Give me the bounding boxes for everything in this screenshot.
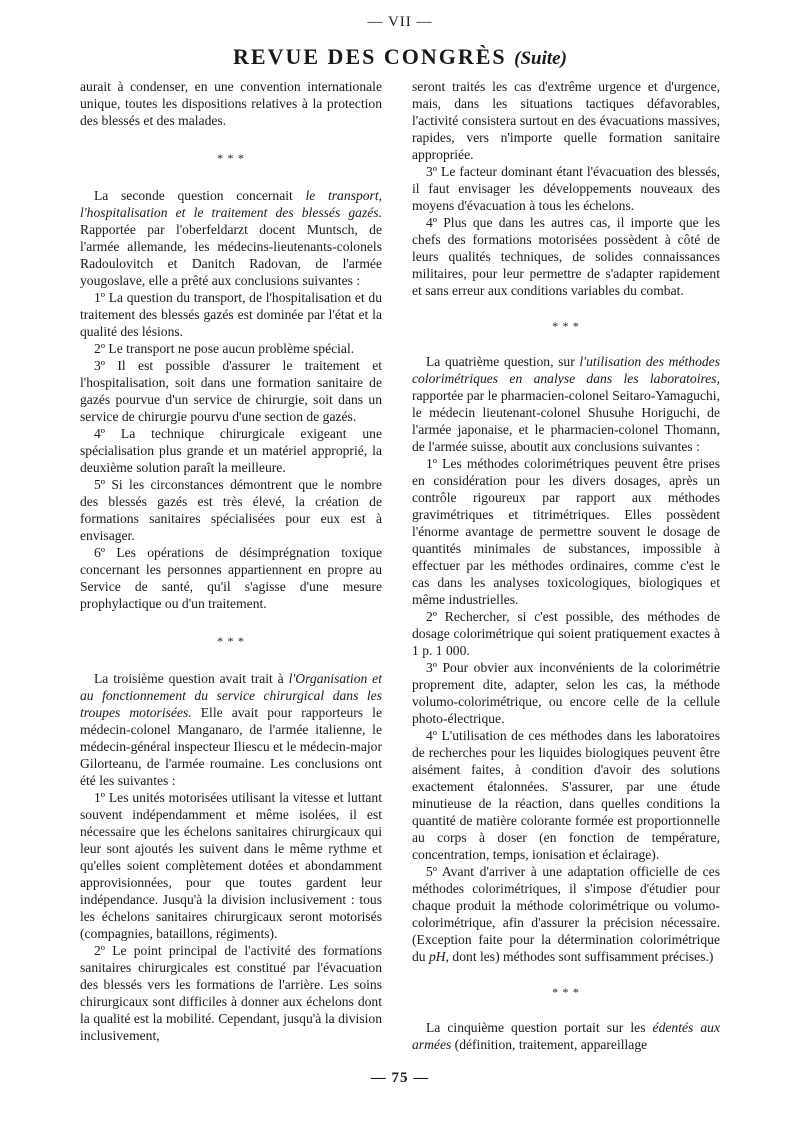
q4-intro: La quatrième question, sur (426, 354, 580, 369)
section-separator: * * * (552, 319, 580, 333)
paragraph-question-4 (412, 353, 720, 455)
q2-topic: le transport, l'hospitalisation et le traitement des blessés gazés. (80, 188, 382, 220)
paragraph-question-3 (80, 670, 382, 789)
title-main: REVUE DES CONGRÈS (233, 44, 507, 69)
section-separator: * * * (552, 985, 580, 999)
q5-rest: (définition, traitement, appareillage (451, 1037, 648, 1052)
conclusion-item: 3º Pour obvier aux inconvénients de la colorimétrie proprement dite, adapter, selon les cas, la méthode volumo-colorimétrique, ou encore celle de la cellule photo-électrique. (412, 660, 720, 726)
q2-rest: Rapportée par l'oberfeldarzt docent Muntsch, de l'armée allemande, les médecins-lieutenants-colonels Radoulovitch et Danitch Radovan, de l'armée yougoslave, elle a prêté aux conclusions suivantes : (80, 222, 382, 288)
q4-topic: l'utilisation des méthodes colorimétriques en analyse dans les laboratoires, (412, 354, 720, 386)
q4-rest: rapportée par le pharmacien-colonel Seitaro-Yamaguchi, le médecin lieutenant-colonel Shusuhe Horiguchi, de l'armée japonaise, et le pharmacien-colonel Thomann, de l'armée suisse, aboutit aux conclusions suivantes : (412, 388, 720, 454)
conclusion-item: 4º Plus que dans les autres cas, il importe que les chefs des formations motorisées possèdent à côté de leurs qualités techniques, de solides connaissances militaires, pour leur permettre de s'adapter rapidement et sans erreur aux conditions variables du combat. (412, 215, 720, 298)
conclusion-item: 3º Il est possible d'assurer le traitement et l'hospitalisation, soit dans une formation sanitaire de gazés pourvue d'un service de chirurgie, soit dans un service de chirurgie pourvu d'une section de gazés. (80, 358, 382, 424)
q3-rest: Elle avait pour rapporteurs le médecin-colonel Manganaro, de l'armée italienne, le médecin-général inspecteur Iliescu et le médecin-major Gilorteanu, de l'armée roumaine. Les conclusions ont été les suivantes : (80, 705, 382, 788)
page-number: — 75 — (370, 1070, 430, 1086)
page-roman-numeral: — VII — (367, 14, 433, 30)
conclusion-item (412, 863, 720, 965)
title-suite: (Suite) (514, 48, 567, 69)
section-separator: * * * (217, 634, 245, 648)
conclusion-item: 2º Le transport ne pose aucun problème spécial. (94, 341, 355, 356)
paragraph-continuation: aurait à condenser, en une convention internationale unique, toutes les dispositions relatives à la protection des blessés et des malades. (80, 79, 382, 128)
q4-5-text-b: , dont les) méthodes sont suffisamment précises.) (445, 949, 714, 964)
q5-intro: La cinquième question portait sur les (426, 1020, 653, 1035)
paragraph-continuation: seront traités les cas d'extrême urgence et d'urgence, mais, dans les situations tactiques défavorables, l'activité consistera surtout en des évacuations massives, rapides, vers n'importe quelle formation sanitaire appropriée. (412, 79, 720, 162)
conclusion-item: 6º Les opérations de désimprégnation toxique concernant les personnes appartiennent en propre au Service de santé, qu'il s'agisse d'une mesure prophylactique ou d'un traitement. (80, 545, 382, 611)
conclusion-item: 2º Le point principal de l'activité des formations sanitaires chirurgicales est constitué par l'évacuation des blessés vers les formations de l'arrière. Les soins chirurgicaux sont difficiles à donner aux échelons dont la qualité est la mobilité. Cependant, jusqu'à la division inclusivement, (80, 943, 382, 1043)
q3-topic: l'Organisation et au fonctionnement du service chirurgical dans les troupes motorisées. (80, 671, 382, 720)
conclusion-item: 2º Rechercher, si c'est possible, des méthodes de dosage colorimétrique qui soient pratiquement exactes à 1 p. 1 000. (412, 609, 720, 658)
conclusion-item: 1º La question du transport, de l'hospitalisation et du traitement des blessés gazés est dominée par l'état et la qualité des lésions. (80, 290, 382, 339)
left-column (80, 78, 382, 1044)
paragraph-question-2 (80, 187, 382, 289)
paragraph-question-5 (412, 1019, 720, 1053)
conclusion-item: 3º Le facteur dominant étant l'évacuation des blessés, il faut envisager les développements nouveaux des moyens d'évacuation à tous les échelons. (412, 164, 720, 213)
conclusion-item: 5º Si les circonstances démontrent que le nombre des blessés gazés est très élevé, la création de formations sanitaires spécialisées pour eux est à envisager. (80, 477, 382, 543)
q4-5-text-a: 5º Avant d'arriver à une adaptation officielle de ces méthodes colorimétriques, il s'impose d'étudier pour chaque produit la méthode colorimétrique ou volumo-colorimétrique, afin d'assurer la précision nécessaire. (Exception faite pour la détermination colorimétrique du (412, 864, 720, 964)
right-column (412, 78, 720, 1053)
q3-intro: La troisième question avait trait à (94, 671, 289, 686)
page-title (0, 44, 800, 70)
conclusion-item: 1º Les méthodes colorimétriques peuvent être prises en considération pour les divers dosages, après un contrôle rigoureux par rapport aux méthodes gravimétriques et titrimétriques. Elles possèdent l'énorme avantage de permettre souvent le dosage de quantités minimales de substances, impossible à effectuer par les méthodes ordinaires, comme c'est le cas dans les analyses toxicologiques, biologiques et même industrielles. (412, 456, 720, 607)
conclusion-item: 1º Les unités motorisées utilisant la vitesse et luttant souvent indépendamment et même isolées, il est nécessaire que les échelons sanitaires chirurgicaux qui leur sont ajoutés les suivent dans le même rythme et qu'elles soient complètement dotées et abondamment approvisionnées, pour que toutes gardent leur indépendance. Jusqu'à la division inclusivement : tous les échelons sanitaires chirurgicaux seront motorisés (compagnies, bataillons, régiments). (80, 790, 382, 941)
conclusion-item: 4º L'utilisation de ces méthodes dans les laboratoires de recherches pour les liquides biologiques peuvent être aisément faites, à condition d'avoir des solutions exactement étalonnées. S'assurer, par une étude minutieuse de la réaction, dans quelles conditions la quantité de matière colorante formée est proportionnelle au corps à doser (en fonction de température, concentration, temps, ionisation et éclairage). (412, 728, 720, 862)
conclusion-item: 4º La technique chirurgicale exigeant une spécialisation plus grande et un matériel approprié, la deuxième solution paraît la meilleure. (80, 426, 382, 475)
ph-term: pH (429, 949, 446, 964)
q2-intro: La seconde question concernait (94, 188, 306, 203)
q5-topic: édentés aux armées (412, 1020, 720, 1052)
section-separator: * * * (217, 151, 245, 165)
